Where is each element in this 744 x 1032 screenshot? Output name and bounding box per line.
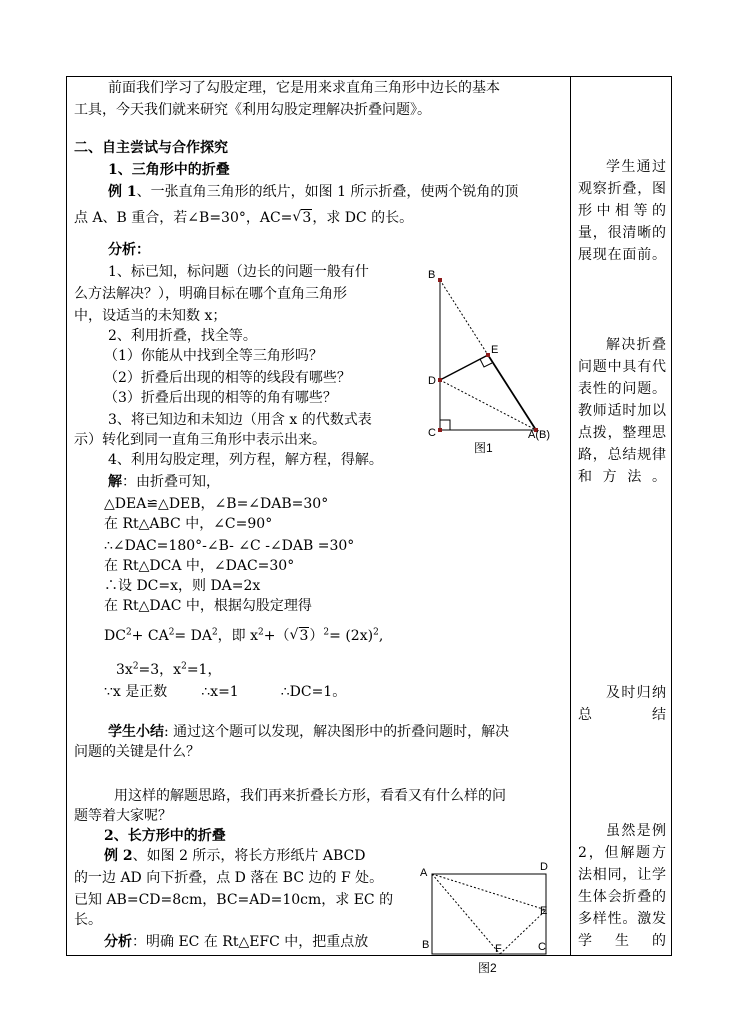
subheading-rectangle: 2、长方形中的折叠 <box>104 828 226 844</box>
label-b: B <box>422 939 430 951</box>
side-note-2: 解决折叠问题中具有代表性的问题。教师适时加以点拨，整理思路，总结规律和方法。 <box>578 337 666 485</box>
analysis-line-3: 中，设适当的未知数 x； <box>74 308 227 324</box>
example-2-line-4: 长。 <box>74 912 102 928</box>
side-note-3: 及时归纳总结 <box>578 685 666 723</box>
student-summary-line-2: 问题的关键是什么？ <box>74 744 200 760</box>
analysis-line-8: 3、将已知边和未知边（用含 x 的代数式表 <box>108 412 372 428</box>
line-de <box>440 355 488 380</box>
line-be-dotted <box>440 280 488 355</box>
solution-line-3: 在 Rt△ABC 中，∠C=90° <box>104 516 273 532</box>
rectangle-abcd <box>432 874 546 954</box>
analysis-line-9: 示）转化到同一直角三角形中表示出来。 <box>74 432 326 448</box>
point-c <box>438 428 442 432</box>
example-2-line-2: 的一边 AD 向下折叠，点 D 落在 BC 边的 F 处。 <box>74 870 384 886</box>
transition-line-2: 题等着大家呢？ <box>74 808 172 824</box>
example-1-label: 例 1 <box>108 184 137 200</box>
example-1-line-2: 点 A、B 重合，若∠B=30°，AC=√ 3，求 DC 的长。 <box>74 208 413 228</box>
solution-line-9: $3x^2=3$，$x^2=1$， <box>116 661 222 678</box>
point-e <box>486 353 490 357</box>
intro-line-2: 工具，今天我们就来研究《利用勾股定理解决折叠问题》。 <box>74 102 431 118</box>
solution-line-6: ∴设 DC=x，则 DA=2x <box>104 578 261 594</box>
figure-2-diagram <box>420 858 560 978</box>
transition-line-1: 用这样的解题思路，我们再来折叠长方形，看看又有什么样的问 <box>114 788 506 804</box>
sqrt-3: √ 3 <box>292 208 312 228</box>
example-1-line-1: 例 1、一张直角三角形的纸片，如图 1 所示折叠，使两个锐角的顶 <box>108 184 519 200</box>
label-c: C <box>538 941 546 953</box>
pythagoras-equation: $DC^2+ CA^2= DA^2$，即 $x^2+(√$ $3)^2= (2x)^2$, <box>104 626 383 646</box>
intro-line-1: 前面我们学习了勾股定理，它是用来求直角三角形中边长的基本 <box>108 80 500 96</box>
analysis-line-4: 2、利用折叠，找全等。 <box>108 328 257 344</box>
side-note-1: 学生通过观察折叠，图形中相等的量，很清晰的展现在面前。 <box>578 159 666 263</box>
solution-line-7: 在 Rt△DAC 中，根据勾股定理得 <box>104 598 312 614</box>
figure-2-caption: 图2 <box>478 961 497 975</box>
label-b: B <box>428 269 436 281</box>
label-e: E <box>540 905 548 917</box>
label-e: E <box>491 344 499 356</box>
label-a-b: A(B) <box>528 429 550 441</box>
side-note-4: 虽然是例 2，但解题方法相同，让学生体会折叠的多样性。激发学生的 <box>578 823 666 949</box>
solution-line-2: △DEA≌△DEB，∠B=∠DAB=30° <box>104 496 329 512</box>
analysis-2-line-1: 分析：明确 EC 在 Rt△EFC 中，把重点放 <box>104 934 369 950</box>
solution-line-4: ∴∠DAC=180°-∠B- ∠C -∠DAB =30° <box>104 538 355 554</box>
example-2-line-1: 例 2、如图 2 所示，将长方形纸片 ABCD <box>104 848 366 864</box>
figure-1-caption: 图1 <box>474 441 493 455</box>
label-d: D <box>428 375 436 387</box>
solution-line-10: ∵x 是正数 ∴x=1 ∴DC=1。 <box>104 684 347 700</box>
solution-line-1: 解：由折叠可知， <box>108 474 220 490</box>
analysis-line-10: 4、利用勾股定理，列方程，解方程，得解。 <box>108 452 383 468</box>
subheading-triangle: 1、三角形中的折叠 <box>108 162 230 178</box>
label-d: D <box>540 861 548 873</box>
analysis-line-6: （2）折叠后出现的相等的线段有哪些？ <box>104 370 351 386</box>
example-2-line-3: 已知 AB=CD=8cm，BC=AD=10cm，求 EC 的 <box>74 892 394 908</box>
student-summary-line-1: 学生小结: 通过这个题可以发现，解决图形中的折叠问题时，解决 <box>108 724 510 740</box>
section-heading: 二、自主尝试与合作探究 <box>74 140 228 156</box>
analysis-line-7: （3）折叠后出现的相等的角有哪些？ <box>104 390 337 406</box>
figure-1-diagram <box>424 264 564 456</box>
line-ae <box>432 874 546 910</box>
solution-line-5: 在 Rt△DCA 中，∠DAC=30° <box>104 558 295 574</box>
point-b <box>438 278 442 282</box>
point-d <box>438 378 442 382</box>
line-ea <box>488 355 536 430</box>
analysis-label: 分析： <box>108 242 150 258</box>
analysis-line-5: （1）你能从中找到全等三角形吗？ <box>104 348 323 364</box>
label-c: C <box>428 427 436 439</box>
label-a: A <box>420 867 428 879</box>
line-da-dotted <box>440 380 536 430</box>
analysis-line-1: 1、标已知，标问题（边长的问题一般有什 <box>108 264 369 280</box>
right-angle-e <box>480 359 492 367</box>
line-af <box>432 874 500 954</box>
label-f: F <box>495 943 502 955</box>
column-divider <box>570 76 571 956</box>
analysis-line-2: 么方法解决？），明确目标在哪个直角三角形 <box>74 286 347 302</box>
